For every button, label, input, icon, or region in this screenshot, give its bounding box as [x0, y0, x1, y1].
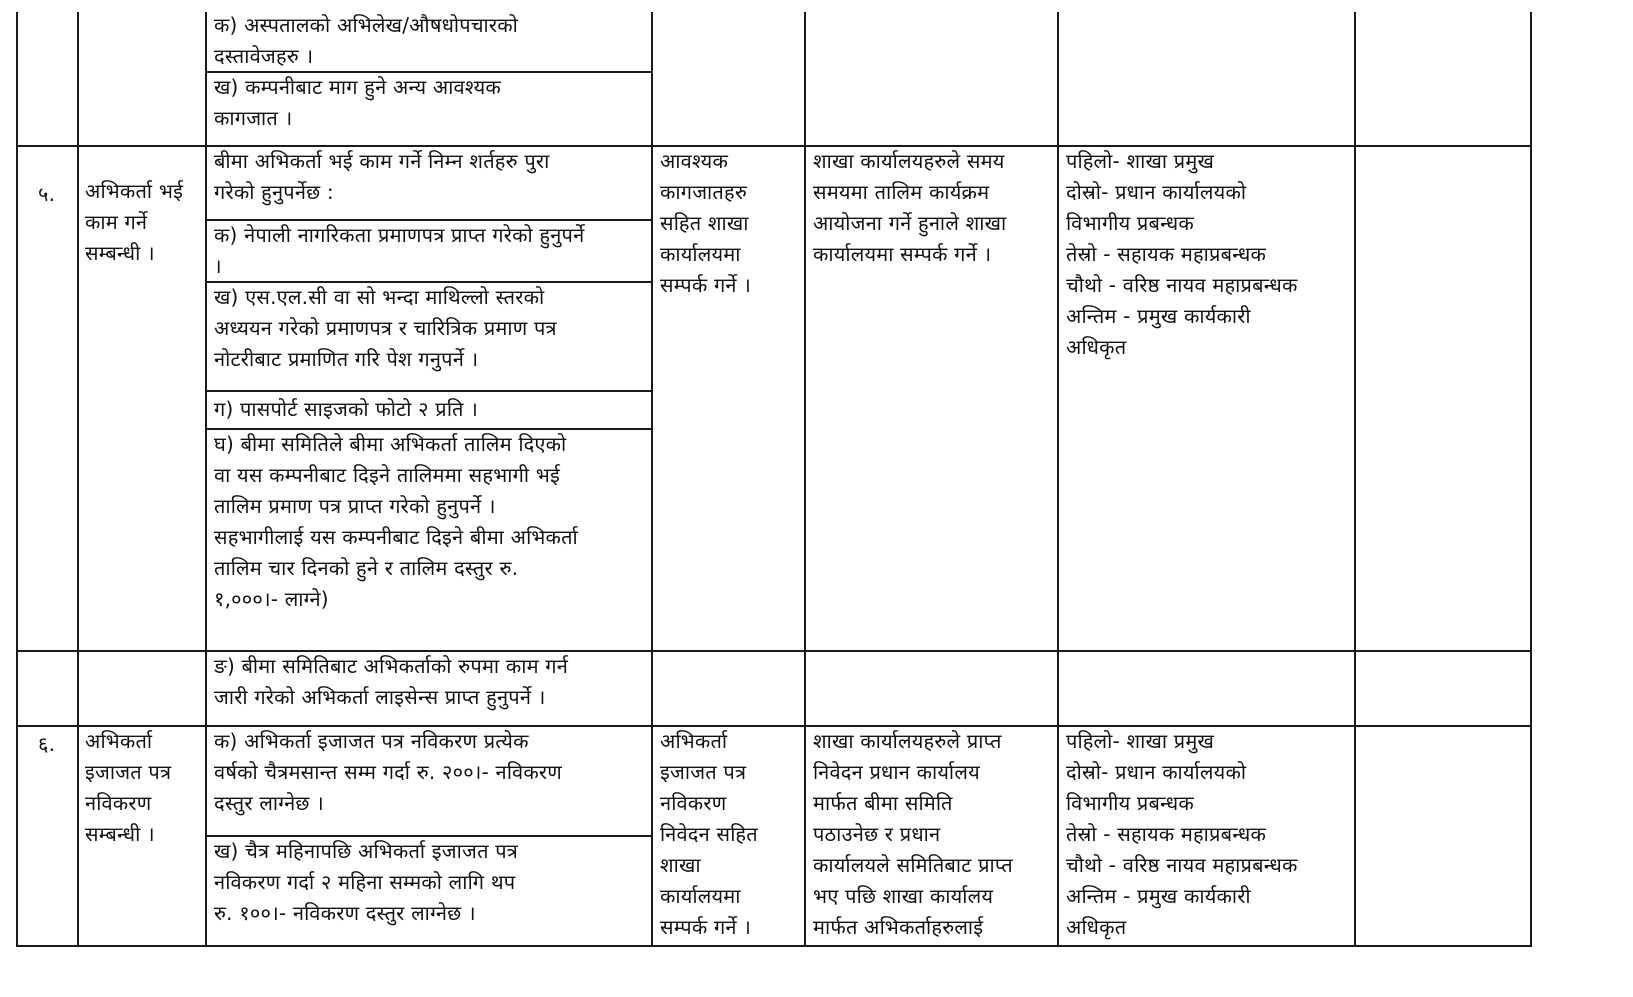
column-divider-provisions: [651, 12, 653, 947]
row5-provision-citizenship: क) नेपाली नागरिकता प्रमाणपत्र प्राप्त गरेको हुनुपर्ने ।: [214, 223, 585, 278]
provision-separator: [205, 390, 653, 392]
row5-provision-intro: बीमा अभिकर्ता भई काम गर्ने निम्न शर्तहरु पुरा गरेको हुनुपर्नेछ :: [214, 149, 550, 204]
row6-required-documents: अभिकर्ता इजाजत पत्र नविकरण निवेदन सहित शाखा कार्यालयमा सम्पर्क गर्ने ।: [660, 729, 758, 939]
row6-hearing-officers: पहिलो- शाखा प्रमुख दोस्रो- प्रधान कार्यालयको विभागीय प्रबन्धक तेस्रो - सहायक महाप्रबन्धक चौथो - वरिष्ठ नायव महाप्रबन्धक अन्तिम - प्रमुख कार्यकारी अधिकृत: [1066, 729, 1298, 939]
provision-other-documents: ख) कम्पनीबाट माग हुने अन्य आवश्यक कागजात ।: [214, 75, 501, 130]
row5-serial-number: ५.: [38, 182, 56, 206]
row6-provision-late-renewal: ख) चैत्र महिनापछि अभिकर्ता इजाजत पत्र नविकरण गर्दा २ महिना सम्मको लागि थप रु. १००।- नविकरण दस्तुर लाग्नेछ ।: [214, 839, 519, 925]
row5-required-documents: आवश्यक कागजातहरु सहित शाखा कार्यालयमा सम्पर्क गर्ने ।: [660, 149, 752, 297]
row6-serial-number: ६.: [38, 732, 56, 756]
table-border-right: [1530, 12, 1532, 947]
column-divider-procedure: [1057, 12, 1059, 947]
row6-provision-renewal: क) अभिकर्ता इजाजत पत्र नविकरण प्रत्येक वर्षको चैत्रमसान्त सम्म गर्दा रु. २००।- नविकरण दस्तुर लाग्नेछ ।: [214, 729, 562, 815]
row6-procedure: शाखा कार्यालयहरुले प्राप्त निवेदन प्रधान कार्यालय मार्फत बीमा समिति पठाउनेछ र प्रधान कार्यालयले समितिबाट प्राप्त भए पछि शाखा कार्यालय मार्फत अभिकर्ताहरुलाई: [813, 729, 1013, 939]
column-divider-topic: [205, 12, 207, 947]
table-border-left: [16, 12, 18, 947]
row6-topic: अभिकर्ता इजाजत पत्र नविकरण सम्बन्धी ।: [85, 729, 172, 846]
row5-procedure: शाखा कार्यालयहरुले समय समयमा तालिम कार्यक्रम आयोजना गर्ने हुनाले शाखा कार्यालयमा सम्पर्क गर्ने ।: [813, 149, 1007, 266]
row5-provision-training: घ) बीमा समितिले बीमा अभिकर्ता तालिम दिएको वा यस कम्पनीबाट दिइने तालिममा सहभागी भई तालिम प्रमाण पत्र प्राप्त गरेको हुनुपर्ने । सहभागीलाई यस कम्पनीबाट दिइने बीमा अभिकर्ता तालिम चार दिनको हुने र तालिम दस्तुर रु. १,०००।- लाग्ने): [214, 432, 578, 611]
column-divider-sn: [77, 12, 79, 947]
row5-provision-photo: ग) पासपोर्ट साइजको फोटो २ प्रति ।: [214, 397, 478, 421]
row5-provision-license: ङ) बीमा समितिबाट अभिकर्ताको रुपमा काम गर्न जारी गरेको अभिकर्ता लाइसेन्स प्राप्त हुनुपर्ने ।: [214, 654, 569, 709]
row5-provision-education: ख) एस.एल.सी वा सो भन्दा माथिल्लो स्तरको अध्ययन गरेको प्रमाणपत्र र चारित्रिक प्रमाण पत्र नोटरीबाट प्रमाणित गरि पेश गनुपर्ने ।: [214, 285, 557, 371]
row5-hearing-officers: पहिलो- शाखा प्रमुख दोस्रो- प्रधान कार्यालयको विभागीय प्रबन्धक तेस्रो - सहायक महाप्रबन्धक चौथो - वरिष्ठ नायव महाप्रबन्धक अन्तिम - प्रमुख कार्यकारी अधिकृत: [1066, 149, 1298, 359]
table-border-bottom: [16, 945, 1532, 947]
provision-hospital-records: क) अस्पतालको अभिलेख/औषधोपचारको दस्तावेजहरु ।: [214, 13, 519, 68]
column-divider-documents: [804, 12, 806, 947]
column-divider-hearing: [1354, 12, 1356, 947]
row5-topic: अभिकर्ता भई काम गर्ने सम्बन्धी ।: [85, 179, 184, 265]
